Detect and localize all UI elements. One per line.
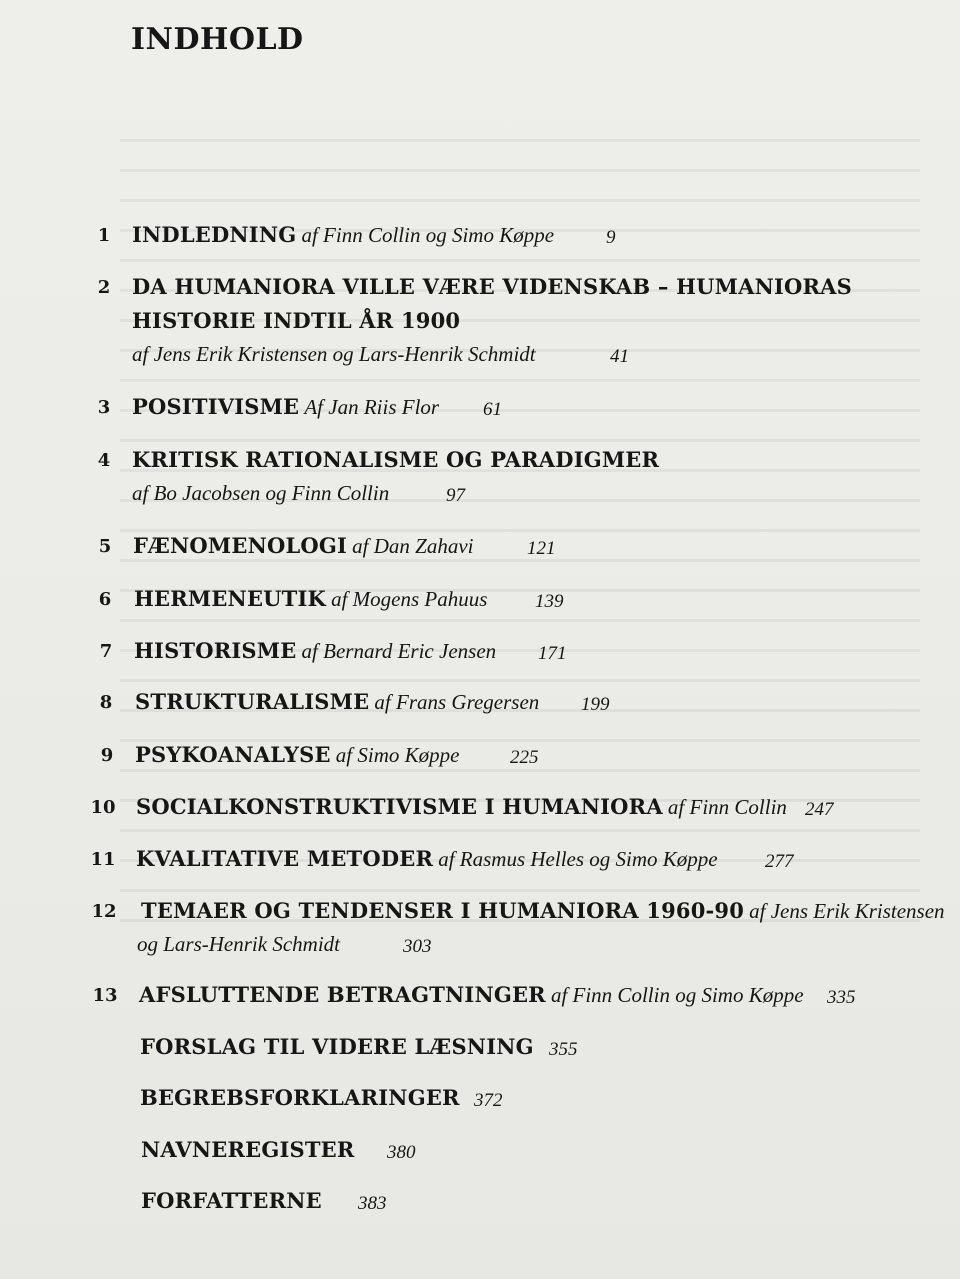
chapter-author: af Jens Erik Kristensen og Lars-Henrik Schmidt bbox=[132, 342, 536, 366]
chapter-number: 7 bbox=[99, 641, 113, 662]
chapter-number: 5 bbox=[98, 536, 112, 557]
section-title: BEGREBSFORKLARINGER bbox=[140, 1085, 460, 1110]
section-title: FORFATTERNE bbox=[141, 1188, 322, 1213]
chapter-title: POSITIVISME bbox=[132, 394, 300, 419]
page-number: 61 bbox=[483, 399, 502, 420]
chapter-author: af Finn Collin og Simo Køppe bbox=[301, 223, 555, 247]
chapter-title: HERMENEUTIK bbox=[134, 586, 326, 611]
chapter-title-line-2: HISTORIE INDTIL ÅR 1900 bbox=[132, 308, 461, 333]
chapter-number: 2 bbox=[97, 277, 111, 298]
chapter-author: af Finn Collin bbox=[667, 795, 787, 819]
chapter-number: 10 bbox=[90, 797, 116, 818]
section-title: NAVNEREGISTER bbox=[141, 1137, 355, 1162]
page-number: 380 bbox=[387, 1142, 416, 1163]
chapter-number: 9 bbox=[100, 745, 114, 766]
page-number: 383 bbox=[358, 1193, 387, 1214]
section-title: FORSLAG TIL VIDERE LÆSNING bbox=[140, 1034, 534, 1059]
page-number: 97 bbox=[446, 485, 465, 506]
chapter-author: af Bo Jacobsen og Finn Collin bbox=[132, 481, 390, 505]
chapter-title: KRITISK RATIONALISME OG PARADIGMER bbox=[132, 447, 660, 472]
chapter-author: af Mogens Pahuus bbox=[331, 587, 488, 611]
chapter-author: af Finn Collin og Simo Køppe bbox=[550, 983, 804, 1007]
page-title: INDHOLD bbox=[131, 22, 304, 57]
page-number: 121 bbox=[527, 538, 556, 559]
page-number: 372 bbox=[474, 1090, 503, 1111]
page-number: 355 bbox=[549, 1039, 578, 1060]
chapter-author-line-2: og Lars-Henrik Schmidt bbox=[137, 932, 340, 956]
chapter-author: af Dan Zahavi bbox=[352, 534, 474, 558]
chapter-number: 13 bbox=[92, 985, 118, 1006]
chapter-title: KVALITATIVE METODER bbox=[136, 846, 434, 871]
page-number: 225 bbox=[510, 747, 539, 768]
chapter-author: af Simo Køppe bbox=[335, 743, 460, 767]
chapter-title: TEMAER OG TENDENSER I HUMANIORA 1960-90 bbox=[141, 898, 745, 923]
chapter-title: PSYKOANALYSE bbox=[135, 742, 331, 767]
chapter-title: SOCIALKONSTRUKTIVISME I HUMANIORA bbox=[136, 794, 663, 819]
chapter-number: 11 bbox=[90, 849, 116, 870]
page-number: 335 bbox=[827, 987, 856, 1008]
chapter-number: 6 bbox=[98, 589, 112, 610]
page-number: 139 bbox=[535, 591, 564, 612]
chapter-title: AFSLUTTENDE BETRAGTNINGER bbox=[139, 982, 546, 1007]
chapter-author: Af Jan Riis Flor bbox=[304, 395, 440, 419]
chapter-title: STRUKTURALISME bbox=[135, 689, 370, 714]
page-number: 247 bbox=[805, 799, 834, 820]
chapter-author: af Bernard Eric Jensen bbox=[301, 639, 497, 663]
chapter-number: 12 bbox=[91, 901, 117, 922]
chapter-title: FÆNOMENOLOGI bbox=[133, 533, 348, 558]
chapter-title-line-1: DA HUMANIORA VILLE VÆRE VIDENSKAB – HUMANIORAS bbox=[132, 274, 853, 299]
page-number: 303 bbox=[403, 936, 432, 957]
page-number: 277 bbox=[765, 851, 794, 872]
page-number: 171 bbox=[538, 643, 567, 664]
chapter-author: af Rasmus Helles og Simo Køppe bbox=[438, 847, 718, 871]
page-number: 199 bbox=[581, 694, 610, 715]
chapter-number: 8 bbox=[99, 692, 113, 713]
chapter-number: 3 bbox=[97, 397, 111, 418]
chapter-author: af Frans Gregersen bbox=[374, 690, 540, 714]
page-number: 41 bbox=[610, 346, 629, 367]
chapter-number: 4 bbox=[97, 450, 111, 471]
chapter-title: INDLEDNING bbox=[132, 222, 297, 247]
chapter-title: HISTORISME bbox=[134, 638, 297, 663]
chapter-number: 1 bbox=[97, 225, 111, 246]
chapter-author: af Jens Erik Kristensen bbox=[749, 899, 945, 923]
page-number: 9 bbox=[606, 227, 616, 248]
